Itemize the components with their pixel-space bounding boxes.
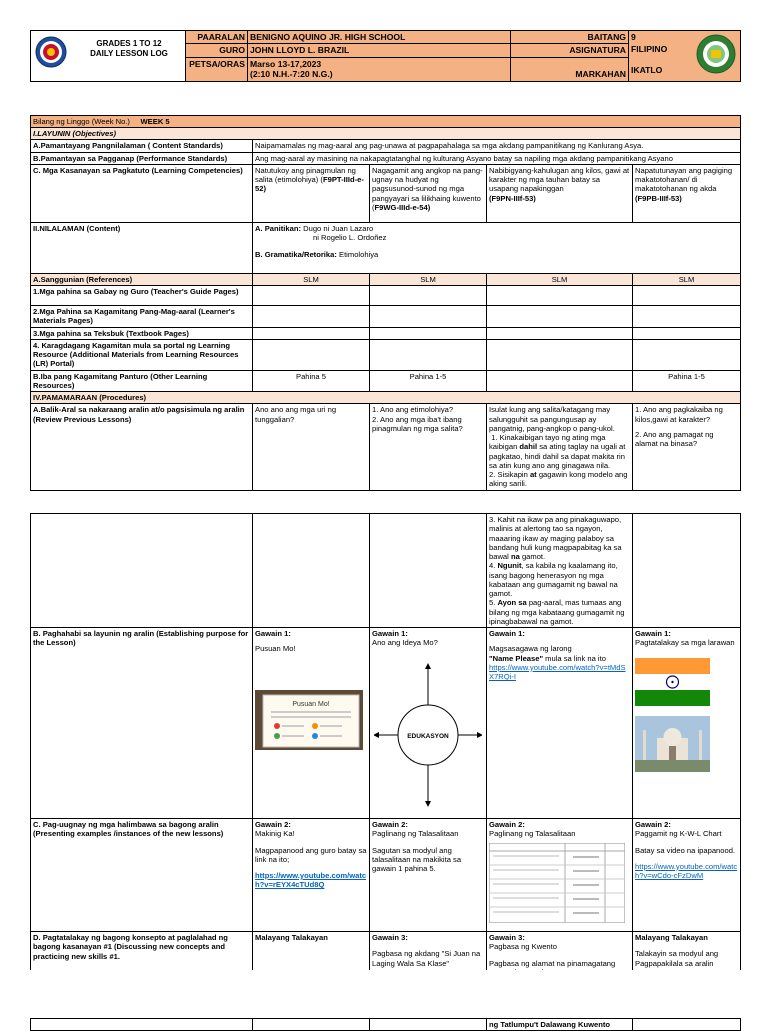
balik-aral-3: Isulat kung ang salita/katagang may salungguhit sa pangungusap ay pangatnig, pang-angkop o pang-ukol. 1. Kinakaibigan tayo ng ating mga kaibigan dahil sa ating taglay na ugali at pagkatao, hindi dahil sa dapat makita rin sa atin kung ano ang ginagawa nila. 2. Sisikapin at gagawin kong modelo ang aking sarili.: [487, 404, 633, 490]
lesson-table-2: [30, 513, 741, 979]
pagtatalakay-4: Malayang Talakayan Talakayin sa modyul ang Pagpapakilala sa aralin: [633, 932, 741, 979]
other-resources-label: B.Iba pang Kagamitang Panturo (Other Learning Resources): [33, 371, 208, 390]
markahan-value: IKATLO: [631, 65, 663, 75]
pag-uugnay-3: Gawain 2: Paglinang ng Talasalitaan: [487, 819, 633, 932]
idea-web-diagram: [374, 660, 482, 810]
guro-value: JOHN LLOYD L. BRAZIL: [248, 44, 511, 57]
lesson-log-page-1: [30, 30, 740, 491]
slm-1: SLM: [253, 273, 370, 285]
week-label: Bilang ng Linggo (Week No.): [33, 116, 130, 126]
petsa-label: PETSA/ORAS: [186, 57, 248, 81]
asignatura-value: FILIPINO: [631, 44, 668, 54]
slm-4: SLM: [633, 273, 741, 285]
content-standards-label: A.Pamantayang Pangnilalaman ( Content Standards): [33, 141, 223, 151]
performance-standards-label: B.Pamantayan sa Pagganap (Performance Standards): [33, 153, 228, 163]
pusuan-mo-image: [255, 690, 363, 750]
markahan-label: MARKAHAN: [511, 57, 629, 81]
balik-aral-label: A.Balik-Aral sa nakaraang aralin at/o pagsisimula ng aralin (Review Previous Lessons): [33, 405, 245, 424]
pamamaraan-title: IV.PAMAMARAAN (Procedures): [33, 393, 147, 403]
pahina-1: Pahina 5: [253, 370, 370, 392]
week-row: [31, 115, 741, 127]
idea-web-center-label: EDUKASYON: [407, 733, 449, 740]
balik-aral-4: 1. Ano ang pagkakaiba ng kilos,gawi at karakter? 2. Ano ang pamagat ng alamat na binasa?: [633, 404, 741, 490]
petsa-value: Marso 13-17,2023: [250, 58, 322, 69]
pagtatalakay-1: Malayang Talakayan: [255, 933, 328, 942]
sanggunian-label: A.Sanggunian (References): [33, 274, 133, 284]
header-title-cell: [31, 31, 186, 82]
talasalitaan-worksheet-image: [489, 843, 625, 923]
paaralan-value: BENIGNO AQUINO JR. HIGH SCHOOL: [248, 31, 511, 44]
makinig-ka-link[interactable]: https://www.youtube.com/watch?v=rEYX4cTUd8Q: [255, 871, 367, 890]
pag-uugnay-1: Gawain 2: Makinig Ka! Magpapanood ang guro batay sa link na ito; https://www.youtube.com/watch?v=rEYX4cTUd8Q: [253, 819, 370, 932]
pahina-2: Pahina 1-5: [370, 370, 487, 392]
pag-uugnay-4: Gawain 2: Paggamit ng K-W-L Chart Batay sa video na ipapanood. https://www.youtube.com/watch?v=wCdo-cFzDwM: [633, 819, 741, 932]
slm-3: SLM: [487, 273, 633, 285]
oras-value: (2:10 N.H.-7:20 N.G.): [250, 69, 333, 80]
pahina-4: Pahina 1-5: [633, 370, 741, 392]
slm-2: SLM: [370, 273, 487, 285]
paghahabi-1: Gawain 1: Pusuan Mo! Pusuan Mo!: [253, 628, 370, 819]
header-right-cell: [629, 31, 741, 82]
nilalaman-label: II.NILALAMAN (Content): [33, 223, 121, 233]
taj-mahal-image: [635, 716, 710, 772]
header-table: [30, 30, 741, 82]
page-gap: [0, 970, 768, 1018]
lesson-table-1: [30, 115, 741, 491]
lesson-table-3: [30, 1018, 741, 1031]
teachers-guide-label: 1.Mga pahina sa Gabay ng Guro (Teacher's Guide Pages): [33, 287, 239, 297]
balik-aral-1: Ano ano ang mga uri ng tunggalian?: [253, 404, 370, 490]
lr-portal-label: 4. Karagdagang Kagamitan mula sa portal ng Learning Resource (Additional Materials from Learning Resources (LR) Portal): [33, 340, 239, 369]
baitang-label: BAITANG: [511, 31, 629, 44]
competencies-label: C. Mga Kasanayan sa Pagkatuto (Learning Competencies): [33, 165, 243, 175]
lesson-log-page-2: [30, 513, 740, 979]
pagtatalakay-3: Gawain 3: Pagbasa ng Kwento Pagbasa ng alamat na pinamagatang: [487, 932, 633, 979]
learners-materials-label: 2.Mga Pahina sa Kagamitang Pang-Mag-aaral (Learner's Materials Pages): [33, 307, 235, 326]
name-please-link[interactable]: https://www.youtube.com/watch?v=tMdSX7RQi-I: [489, 662, 626, 681]
lesson-log-page-3: [30, 1018, 740, 1031]
continued-items: 3. Kahit na ikaw pa ang pinakaguwapo, malinis at alertong tao sa ngayon, maaaring ikaw ay maging palaboy sa bandang huli kung magpapabitag ka sa bawal na gamot. 4. Ngunit, sa kabila ng kaalamang ito, isang bagong henerasyon ng mga kabataan ang gumagamit ng bawal na gamot. 5. Ayon sa pag-aaral, mas tumaas ang bilang ng mga kabataang gumagamit ng ipinagbabawal na gamot.: [487, 514, 633, 628]
balik-aral-2: 1. Ano ang etimolohiya? 2. Ano ang mga iba't ibang pinagmulan ng mga salita?: [370, 404, 487, 490]
performance-standards-value: Ang mag-aaral ay masining na nakapagtatanghal ng kulturang Asyano batay sa napiling mga akdang pampanitikang Asyano: [253, 152, 741, 164]
asignatura-label: ASIGNATURA: [511, 44, 629, 57]
textbook-label: 3.Mga pahina sa Teksbuk (Textbook Pages): [33, 328, 189, 338]
week-value: WEEK 5: [140, 116, 170, 126]
deped-seal-icon: [35, 36, 67, 68]
competency-1: Natutukoy ang pinagmulan ng salita (etimolohiya) (F9PT-IIId-e-52): [253, 164, 370, 222]
paaralan-label: PAARALAN: [186, 31, 248, 44]
pagtatalakay-2: Gawain 3: Pagbasa ng akdang "Si Juan na Laging Wala Sa Klase": [370, 932, 487, 979]
nilalaman-value: A. Panitikan: Dugo ni Juan Lazaro ni Rogelio L. Ordoñez B. Gramatika/Retorika: Etimolohiya: [253, 222, 741, 273]
pag-uugnay-2: Gawain 2: Paglinang ng Talasalitaan Sagutan sa modyul ang talasalitaan na makikita sa gawain 1 pahina 5.: [370, 819, 487, 932]
competency-2: Nagagamit ang angkop na pang-ugnay na hudyat ng pagsusunod-sunod ng mga pangyayari sa lilikhaing kuwento (F9WG-IIId-e-54): [370, 164, 487, 222]
petsa-cell: [248, 57, 511, 81]
kwl-video-link[interactable]: https://www.youtube.com/watch?v=wCdo-cFzDwM: [635, 861, 738, 880]
guro-label: GURO: [186, 44, 248, 57]
grades-title: GRADES 1 TO 12: [96, 39, 162, 48]
paghahabi-3: Gawain 1: Magsasagawa ng larong "Name Please" mula sa link na ito https://www.youtube.com/watch?v=tMdSX7RQi-I: [487, 628, 633, 819]
competency-4: Napatutunayan ang pagiging makatotohanan/ di makatotohanan ng akda (F9PB-IIIf-53): [633, 164, 741, 222]
pag-uugnay-label: C. Pag-uugnay ng mga halimbawa sa bagong aralin (Presenting examples /instances of the new lessons): [33, 820, 224, 839]
paghahabi-2: Gawain 1: Ano ang Ideya Mo? EDUKASYON: [370, 628, 487, 819]
continued-title: ng Tatlumpu't Dalawang Kuwento: [489, 1020, 611, 1029]
pusuan-mo-image-title: Pusuan Mo!: [292, 700, 330, 708]
paghahabi-label: B. Paghahabi sa layunin ng aralin (Establishing purpose for the Lesson): [33, 629, 249, 648]
baitang-value: 9: [631, 32, 636, 42]
content-standards-value: Naipamamalas ng mag-aaral ang pag-unawa at pagpapahalaga sa mga akdang pampanitikang ng Kanlurang Asya.: [253, 140, 741, 152]
competency-3: Nabibigyang-kahulugan ang kilos, gawi at karakter ng mga tauhan batay sa usapang napakinggan (F9PN-IIIf-53): [487, 164, 633, 222]
pagtatalakay-label: D. Pagtatalakay ng bagong konsepto at paglalahad ng bagong kasanayan #1 (Discussing new concepts and practicing new skills #1.: [33, 933, 228, 961]
layunin-title: I.LAYUNIN (Objectives): [33, 129, 116, 139]
school-seal-icon: [696, 34, 736, 74]
india-flag-image: [635, 658, 710, 706]
log-title: DAILY LESSON LOG: [90, 49, 168, 59]
paghahabi-4: Gawain 1: Pagtatalakay sa mga larawan: [633, 628, 741, 819]
